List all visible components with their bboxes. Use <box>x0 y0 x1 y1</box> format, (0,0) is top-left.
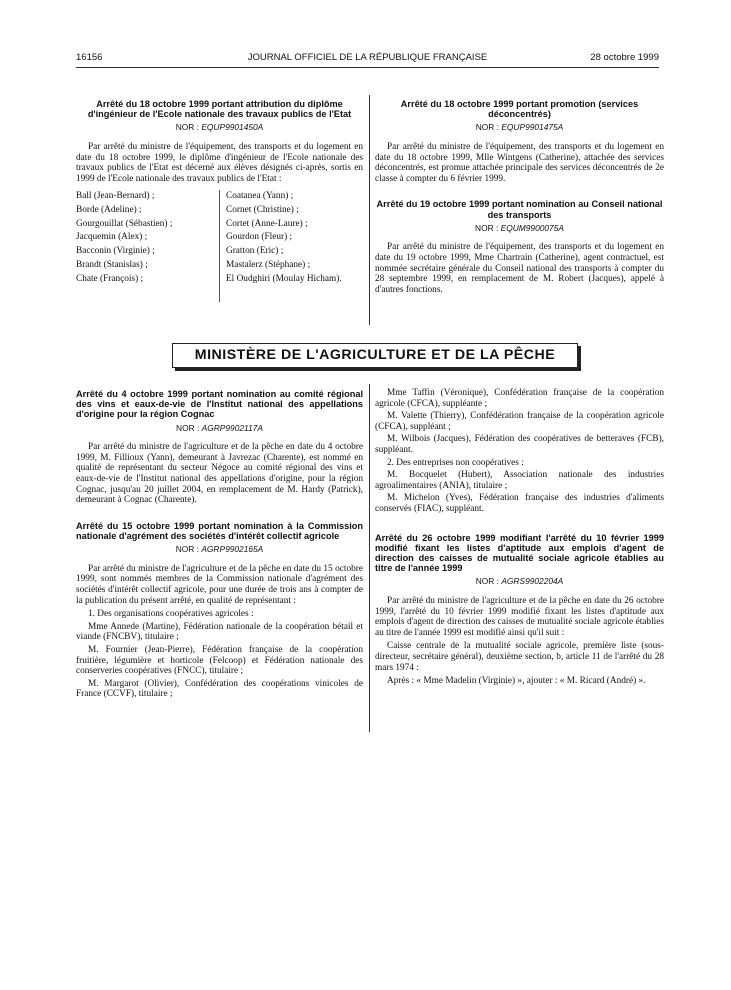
section-heading: 2. Des entreprises non coopératives : <box>387 457 524 468</box>
nor-code: AGRP9902165A <box>201 544 264 555</box>
member-entry: M. Michelon (Yves), Fédération française des industries d'aliments conservés (FIAC), suppléant. <box>375 493 664 514</box>
nor-line <box>76 423 363 434</box>
decree-title: Arrêté du 4 octobre 1999 portant nomination au comité régional des vins et eaux-de-vie de l'Institut national des appellations d'origine pour la région Cognac <box>76 389 363 420</box>
graduate-name: Chate (François) ; <box>76 273 144 284</box>
journal-title: JOURNAL OFFICIEL DE LA RÉPUBLIQUE FRANÇAISE <box>247 52 488 63</box>
graduate-name: Cortet (Anne-Laure) ; <box>226 218 308 229</box>
decree-title: Arrêté du 19 octobre 1999 portant nomination au Conseil national des transports <box>376 199 663 220</box>
graduate-name: Gourdon (Fleur) ; <box>226 232 293 243</box>
member-entry: M. Bocquelet (Hubert), Association nationale des industries agroalimentaires (ANIA), titulaire ; <box>375 470 664 491</box>
decree-transports <box>375 199 664 295</box>
nor-line <box>76 544 363 555</box>
graduate-name: Cornet (Christine) ; <box>226 205 299 216</box>
member-entry: Mme Taffin (Véronique), Confédération française de la coopération agricole (CFCA), suppléante ; <box>375 388 664 409</box>
decree-mutualite <box>375 533 664 687</box>
right-column-bottom <box>375 388 664 690</box>
decree-body: Par arrêté du ministre de l'agriculture et de la pêche en date du 4 octobre 1999, M. Fillioux (Yann), demeurant à Javrezac (Charente), est nommé en qualité de représentant du secteur Négoce au comité régional des vins et eaux-de-vie de l'Institut national des appellations d'origine, pour la région Cognac, jusqu'au 20 juillet 2004, en remplacement de M. Hardy (Patrick), demeurant à Cognac (Charente). <box>76 442 363 506</box>
decree-commission <box>76 521 363 700</box>
decree-title: Arrêté du 18 octobre 1999 portant promotion (services déconcentrés) <box>400 99 639 120</box>
nor-code: EQUM9900075A <box>500 222 564 233</box>
header-rule <box>76 67 659 68</box>
graduate-name: Mastalerz (Stéphane) ; <box>226 259 311 270</box>
issue-date: 28 octobre 1999 <box>590 52 659 63</box>
nor-line <box>375 576 664 587</box>
graduate-name: Coatanea (Yann) ; <box>226 191 294 202</box>
graduate-name: Ball (Jean-Bernard) ; <box>76 191 155 202</box>
section-heading: 1. Des organisations coopératives agricoles : <box>88 609 254 620</box>
nor-code: AGRS9902204A <box>501 576 564 587</box>
decree-body: Par arrêté du ministre de l'équipement, des transports et du logement en date du 18 octobre 1999, Mlle Wintgens (Catherine), attachée des services déconcentrés, est promue attachée principale des services déconcentrés de 2e classe à compter du 6 février 1999. <box>375 142 664 184</box>
nor-label: NOR : <box>475 576 499 587</box>
column-divider <box>369 95 370 325</box>
graduate-name: Gourgouillat (Sébastien) ; <box>76 218 173 229</box>
column-divider <box>369 384 370 732</box>
nor-line <box>375 223 664 234</box>
ministry-banner: MINISTÈRE DE L'AGRICULTURE ET DE LA PÊCHE <box>172 343 578 368</box>
decree-cognac <box>76 389 363 506</box>
nor-line <box>375 122 664 133</box>
nor-line <box>76 122 363 133</box>
nor-label: NOR : <box>176 422 200 433</box>
running-header <box>76 52 659 66</box>
decree-title: Arrêté du 15 octobre 1999 portant nomination à la Commission nationale d'agrément des sociétés d'intérêt collectif agricole <box>76 520 363 541</box>
graduate-name: Brandt (Stanislas) ; <box>76 259 148 270</box>
decree-body: Par arrêté du ministre de l'agriculture et de la pêche en date du 26 octobre 1999, l'arrêté du 10 février 1999 modifié fixant les listes d'aptitude aux emplois d'agent de direction des caisses de mutualité sociale agricole établies au titre de l'année 1999 est modifié ainsi qu'il suit : <box>375 595 664 638</box>
nor-label: NOR : <box>175 122 199 133</box>
nor-code: EQUP9901475A <box>501 122 564 133</box>
graduate-name: Gratton (Eric) ; <box>226 246 284 257</box>
member-entry: M. Fournier (Jean-Pierre), Fédération française de la coopération fruitière, légumière et horticole (Felcoop) et Fédération nationale des conserveries coopératives (FNCC), titulaire ; <box>76 644 363 677</box>
member-entry: M. Margarot (Olivier), Confédération des coopérations vinicoles de France (CCVF), titulaire ; <box>76 678 363 700</box>
graduate-name: El Oudghiri (Moulay Hicham). <box>226 273 342 284</box>
member-entry: M. Wilbois (Jacques), Fédération des coopératives de betteraves (FCB), suppléant. <box>375 434 664 455</box>
decree-title: Arrêté du 26 octobre 1999 modifiant l'arrêté du 10 février 1999 modifié fixant les listes d'aptitude aux emplois d'agent de direction des caisses de mutualité sociale agricole établies au titre de l'année 1999 <box>375 532 664 574</box>
graduate-name: Borde (Adeline) ; <box>76 205 142 216</box>
nor-label: NOR : <box>475 222 499 233</box>
right-column-top <box>375 99 664 298</box>
decree-promotion <box>375 99 664 184</box>
nor-code: AGRP9902117A <box>201 422 263 433</box>
nor-label: NOR : <box>175 544 199 555</box>
decree-paragraph: Caisse centrale de la mutualité sociale agricole, première liste (sous-directeur, secrétaire général), deuxième section, b, article 11 de l'arrêté du 28 mars 1974 : <box>375 641 664 673</box>
page-number: 16156 <box>76 52 103 63</box>
decree-body: Par arrêté du ministre de l'équipement, des transports et du logement en date du 19 octobre 1999, Mme Chartrain (Catherine), agent contractuel, est nommée secrétaire générale du Conseil national des transports à compter du 28 septembre 1999, en remplacement de M. Robert (Jacques), appelé à d'autres fonctions. <box>375 242 664 295</box>
graduate-name: Bacconin (Virginie) ; <box>76 246 155 257</box>
nor-code: EQUP9901450A <box>201 122 264 133</box>
decree-body: Par arrêté du ministre de l'agriculture et de la pêche en date du 15 octobre 1999, sont nommés membres de la Commission nationale d'agrément des sociétés d'intérêt collectif agricole, pour une durée de trois ans à compter de la publication du présent arrêté, en qualité de représentant : <box>76 563 363 606</box>
graduate-name: Jacquemin (Alex) ; <box>76 232 148 243</box>
left-column-bottom <box>76 389 363 702</box>
decree-diploma <box>76 99 363 302</box>
nor-label: NOR : <box>475 122 499 133</box>
graduates-list <box>76 190 363 302</box>
graduates-column-left <box>76 190 220 302</box>
decree-title: Arrêté du 18 octobre 1999 portant attribution du diplôme d'ingénieur de l'Ecole nationale des travaux publics de l'Etat <box>87 99 352 120</box>
decree-paragraph: Après : « Mme Madelin (Virginie) », ajouter : « M. Ricard (André) ». <box>387 676 646 687</box>
member-entry: Mme Annede (Martine), Fédération nationale de la coopération bétail et viande (FNCBV), titulaire ; <box>76 621 363 643</box>
graduates-column-right <box>226 190 363 302</box>
decree-body: Par arrêté du ministre de l'équipement, des transports et du logement en date du 18 octobre 1999, le diplôme d'ingénieur de l'Ecole nationale des travaux publics de l'Etat est décerné aux élèves désignés ci-après, sortis en 1999 de l'Ecole nationale des travaux publics de l'Etat : <box>76 142 363 184</box>
member-entry: M. Valette (Thierry), Confédération française de la coopération agricole (CFCA), suppléant ; <box>375 411 664 432</box>
